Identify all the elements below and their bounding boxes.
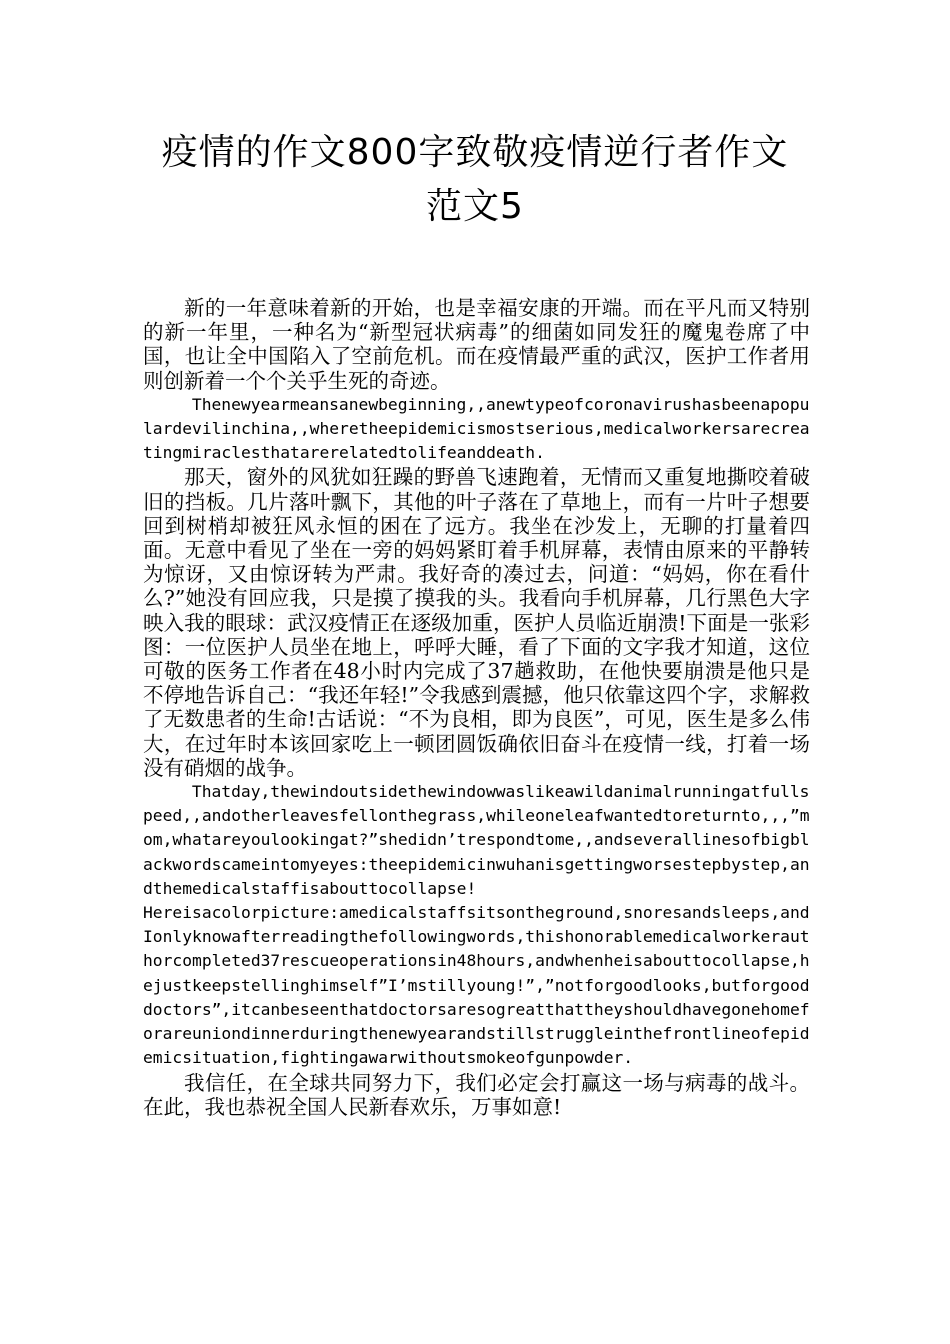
paragraph-en-story-continued: Hereisacolorpicture:amedicalstaffsitsontheground,snoresandsleeps,andIonlyknowafterreadingthefollowingwords,thishonorablemedicalworkerauthorcompleted37rescueoperationsin48hours,andwhenheisabouttocollapse,hejustkeepstellinghimself”I’mstillyoung!”,”notforgoodlooks,butforgooddoctors”,itcanbeseenthatdoctorsaresogreatthattheyshouldhavegonehomeforareuniondinnerduringthenewyearandstillstruggleinthefrontlineofepidemicsituation,fightingawarwithoutsmokeofgunpowder.	[143, 903, 810, 1068]
title-line-1: 疫情的作文800字致敬疫情逆行者作文	[161, 132, 789, 173]
paragraph-en-intro: Thenewyearmeansanewbeginning,,anewtypeofcoronavirushasbeenapopulardevilinchina,,wheretheepidemicismostserious,medicalworkersarecreatingmiraclesthatarerelatedtolifeanddeath.	[143, 394, 810, 463]
paragraph-zh-story: 那天，窗外的风犹如狂躁的野兽飞速跑着，无情而又重复地撕咬着破旧的挡板。几片落叶飘下，其他的叶子落在了草地上，而有一片叶子想要回到树梢却被狂风永恒的困在了远方。我坐在沙发上，无聊的打量着四面。无意中看见了坐在一旁的妈妈紧盯着手机屏幕，表情由原来的平静转为惊讶，又由惊讶转为严肃。我好奇的凑过去，问道：“妈妈，你在看什么?”她没有回应我，只是摸了摸我的头。我看向手机屏幕，几行黑色大字映入我的眼球：武汉疫情正在逐级加重，医护人员临近崩溃!下面是一张彩图：一位医护人员坐在地上，呼呼大睡，看了下面的文字我才知道，这位可敬的医务工作者在48小时内完成了37趟救助，在他快要崩溃是他只是不停地告诉自己：“我还年轻!”令我感到震撼，他只依靠这四个字，求解救了无数患者的生命!古话说：“不为良相，即为良医”，可见，医生是多么伟大，在过年时本该回家吃上一顿团圆饭确依旧奋斗在疫情一线，打着一场没有硝烟的战争。	[143, 465, 810, 780]
document-body	[143, 296, 810, 1119]
document-title	[120, 126, 830, 234]
paragraph-en-story: Thatday,thewindoutsidethewindowwaslikeawildanimalrunningatfullspeed,,andotherleavesfellonthegrass,whileoneleafwantedtoreturnto,,,”mom,whatareyoulookingat?”shedidn’trespondtome,,andseverallinesofbigblackwordscameintomyeyes:theepidemicinwuhanisgettingworsestepbystep,andthemedicalstaffisabouttocollapse!	[143, 782, 810, 898]
paragraph-zh-closing: 我信任，在全球共同努力下，我们必定会打赢这一场与病毒的战斗。在此，我也恭祝全国人民新春欢乐，万事如意!	[143, 1070, 810, 1119]
title-line-2: 范文5	[426, 186, 524, 227]
paragraph-zh-intro: 新的一年意味着新的开始，也是幸福安康的开端。而在平凡而又特别的新一年里，一种名为“新型冠状病毒”的细菌如同发狂的魔鬼卷席了中国，也让全中国陷入了空前危机。而在疫情最严重的武汉，医护工作者用则创新着一个个关乎生死的奇迹。	[143, 296, 810, 393]
